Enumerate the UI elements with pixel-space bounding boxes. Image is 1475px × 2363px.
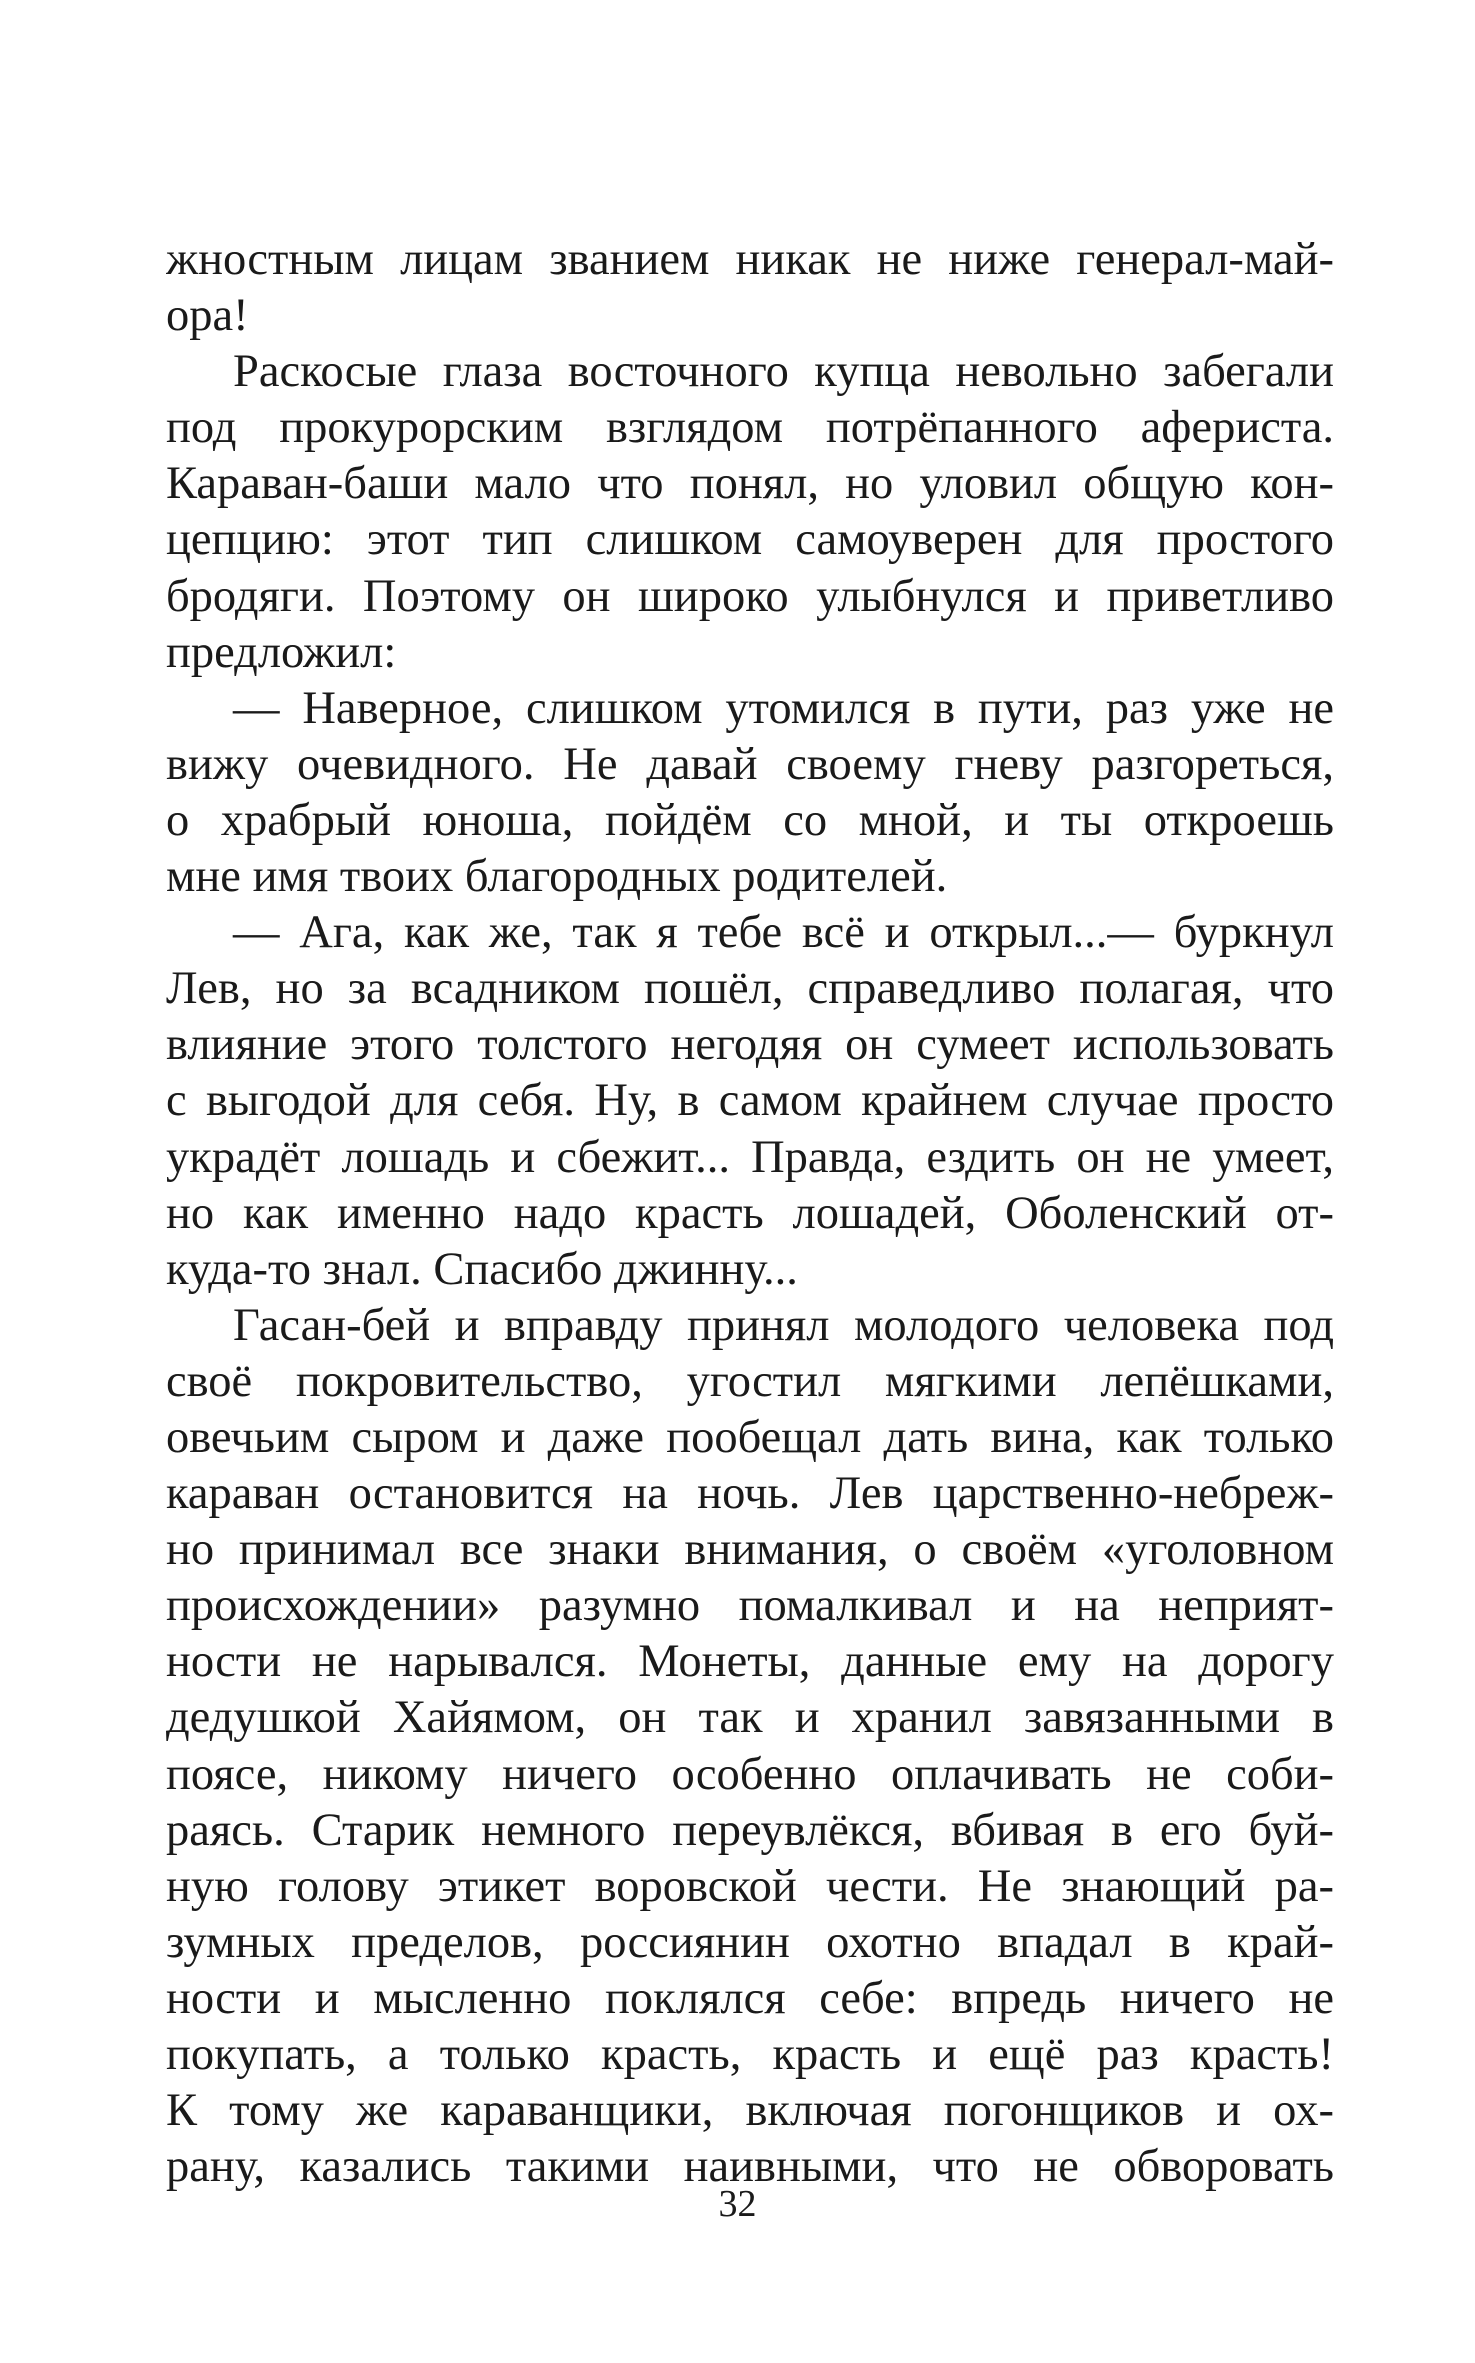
text-line: куда-то знал. Спасибо джинну... xyxy=(166,1243,798,1295)
text-line: ора! xyxy=(166,290,249,342)
text-line: поясе, никому ничего особенно оплачивать не соби- xyxy=(166,1748,1334,1800)
text-line: ности и мысленно поклялся себе: впредь ничего не xyxy=(166,1972,1334,2024)
text-line: Лев, но за всадником пошёл, справедливо полагая, что xyxy=(166,963,1334,1015)
text-line: К тому же караванщики, включая погонщиков и ох- xyxy=(166,2085,1334,2137)
text-line: овечьим сыром и даже пообещал дать вина, как только xyxy=(166,1411,1334,1463)
text-line: ности не нарывался. Монеты, данные ему на дорогу xyxy=(166,1636,1334,1688)
text-line: рану, казались такими наивными, что не обворовать xyxy=(166,2141,1334,2193)
text-line: караван остановится на ночь. Лев царственно-небреж- xyxy=(166,1468,1334,1520)
text-line: происхождении» разумно помалкивал и на неприят- xyxy=(166,1580,1334,1632)
text-line: ную голову этикет воровской чести. Не знающий ра- xyxy=(166,1860,1334,1912)
page-number: 32 xyxy=(718,2183,757,2225)
text-line: Караван-баши мало что понял, но уловил общую кон- xyxy=(166,458,1334,510)
text-line: своё покровительство, угостил мягкими лепёшками, xyxy=(166,1355,1334,1407)
text-line: вижу очевидного. Не давай своему гневу разгореться, xyxy=(166,738,1334,790)
text-line: с выгодой для себя. Ну, в самом крайнем случае просто xyxy=(166,1075,1334,1127)
text-line: но как именно надо красть лошадей, Оболенский от- xyxy=(166,1187,1334,1239)
text-line: мне имя твоих благородных родителей. xyxy=(166,851,948,903)
text-line: бродяги. Поэтому он широко улыбнулся и приветливо xyxy=(166,570,1334,622)
text-line: покупать, а только красть, красть и ещё раз красть! xyxy=(166,2029,1334,2080)
text-line: влияние этого толстого негодяя он сумеет использовать xyxy=(166,1019,1334,1071)
text-line: раясь. Старик немного переувлёкся, вбивая в его буй- xyxy=(166,1804,1334,1856)
text-line: под прокурорским взглядом потрёпанного афериста. xyxy=(166,402,1334,454)
text-line: жностным лицам званием никак не ниже генерал-май- xyxy=(166,234,1334,285)
text-line: но принимал все знаки внимания, о своём «уголовном xyxy=(166,1524,1334,1576)
text-line: — Ага, как же, так я тебе всё и открыл...— буркнул xyxy=(233,907,1334,959)
text-line: дедушкой Хайямом, он так и хранил завязанными в xyxy=(166,1692,1334,1744)
text-line: Раскосые глаза восточного купца невольно забегали xyxy=(233,346,1334,398)
text-line: зумных пределов, россиянин охотно впадал в край- xyxy=(166,1916,1334,1968)
text-line: Гасан-бей и вправду принял молодого человека под xyxy=(233,1299,1334,1351)
text-line: украдёт лошадь и сбежит... Правда, ездить он не умеет, xyxy=(166,1131,1334,1183)
text-line: цепцию: этот тип слишком самоуверен для простого xyxy=(166,514,1334,566)
text-line: — Наверное, слишком утомился в пути, раз уже не xyxy=(233,682,1334,734)
text-line: о храбрый юноша, пойдём со мной, и ты откроешь xyxy=(166,794,1334,846)
body-text xyxy=(166,232,1334,2195)
text-line: предложил: xyxy=(166,626,397,678)
